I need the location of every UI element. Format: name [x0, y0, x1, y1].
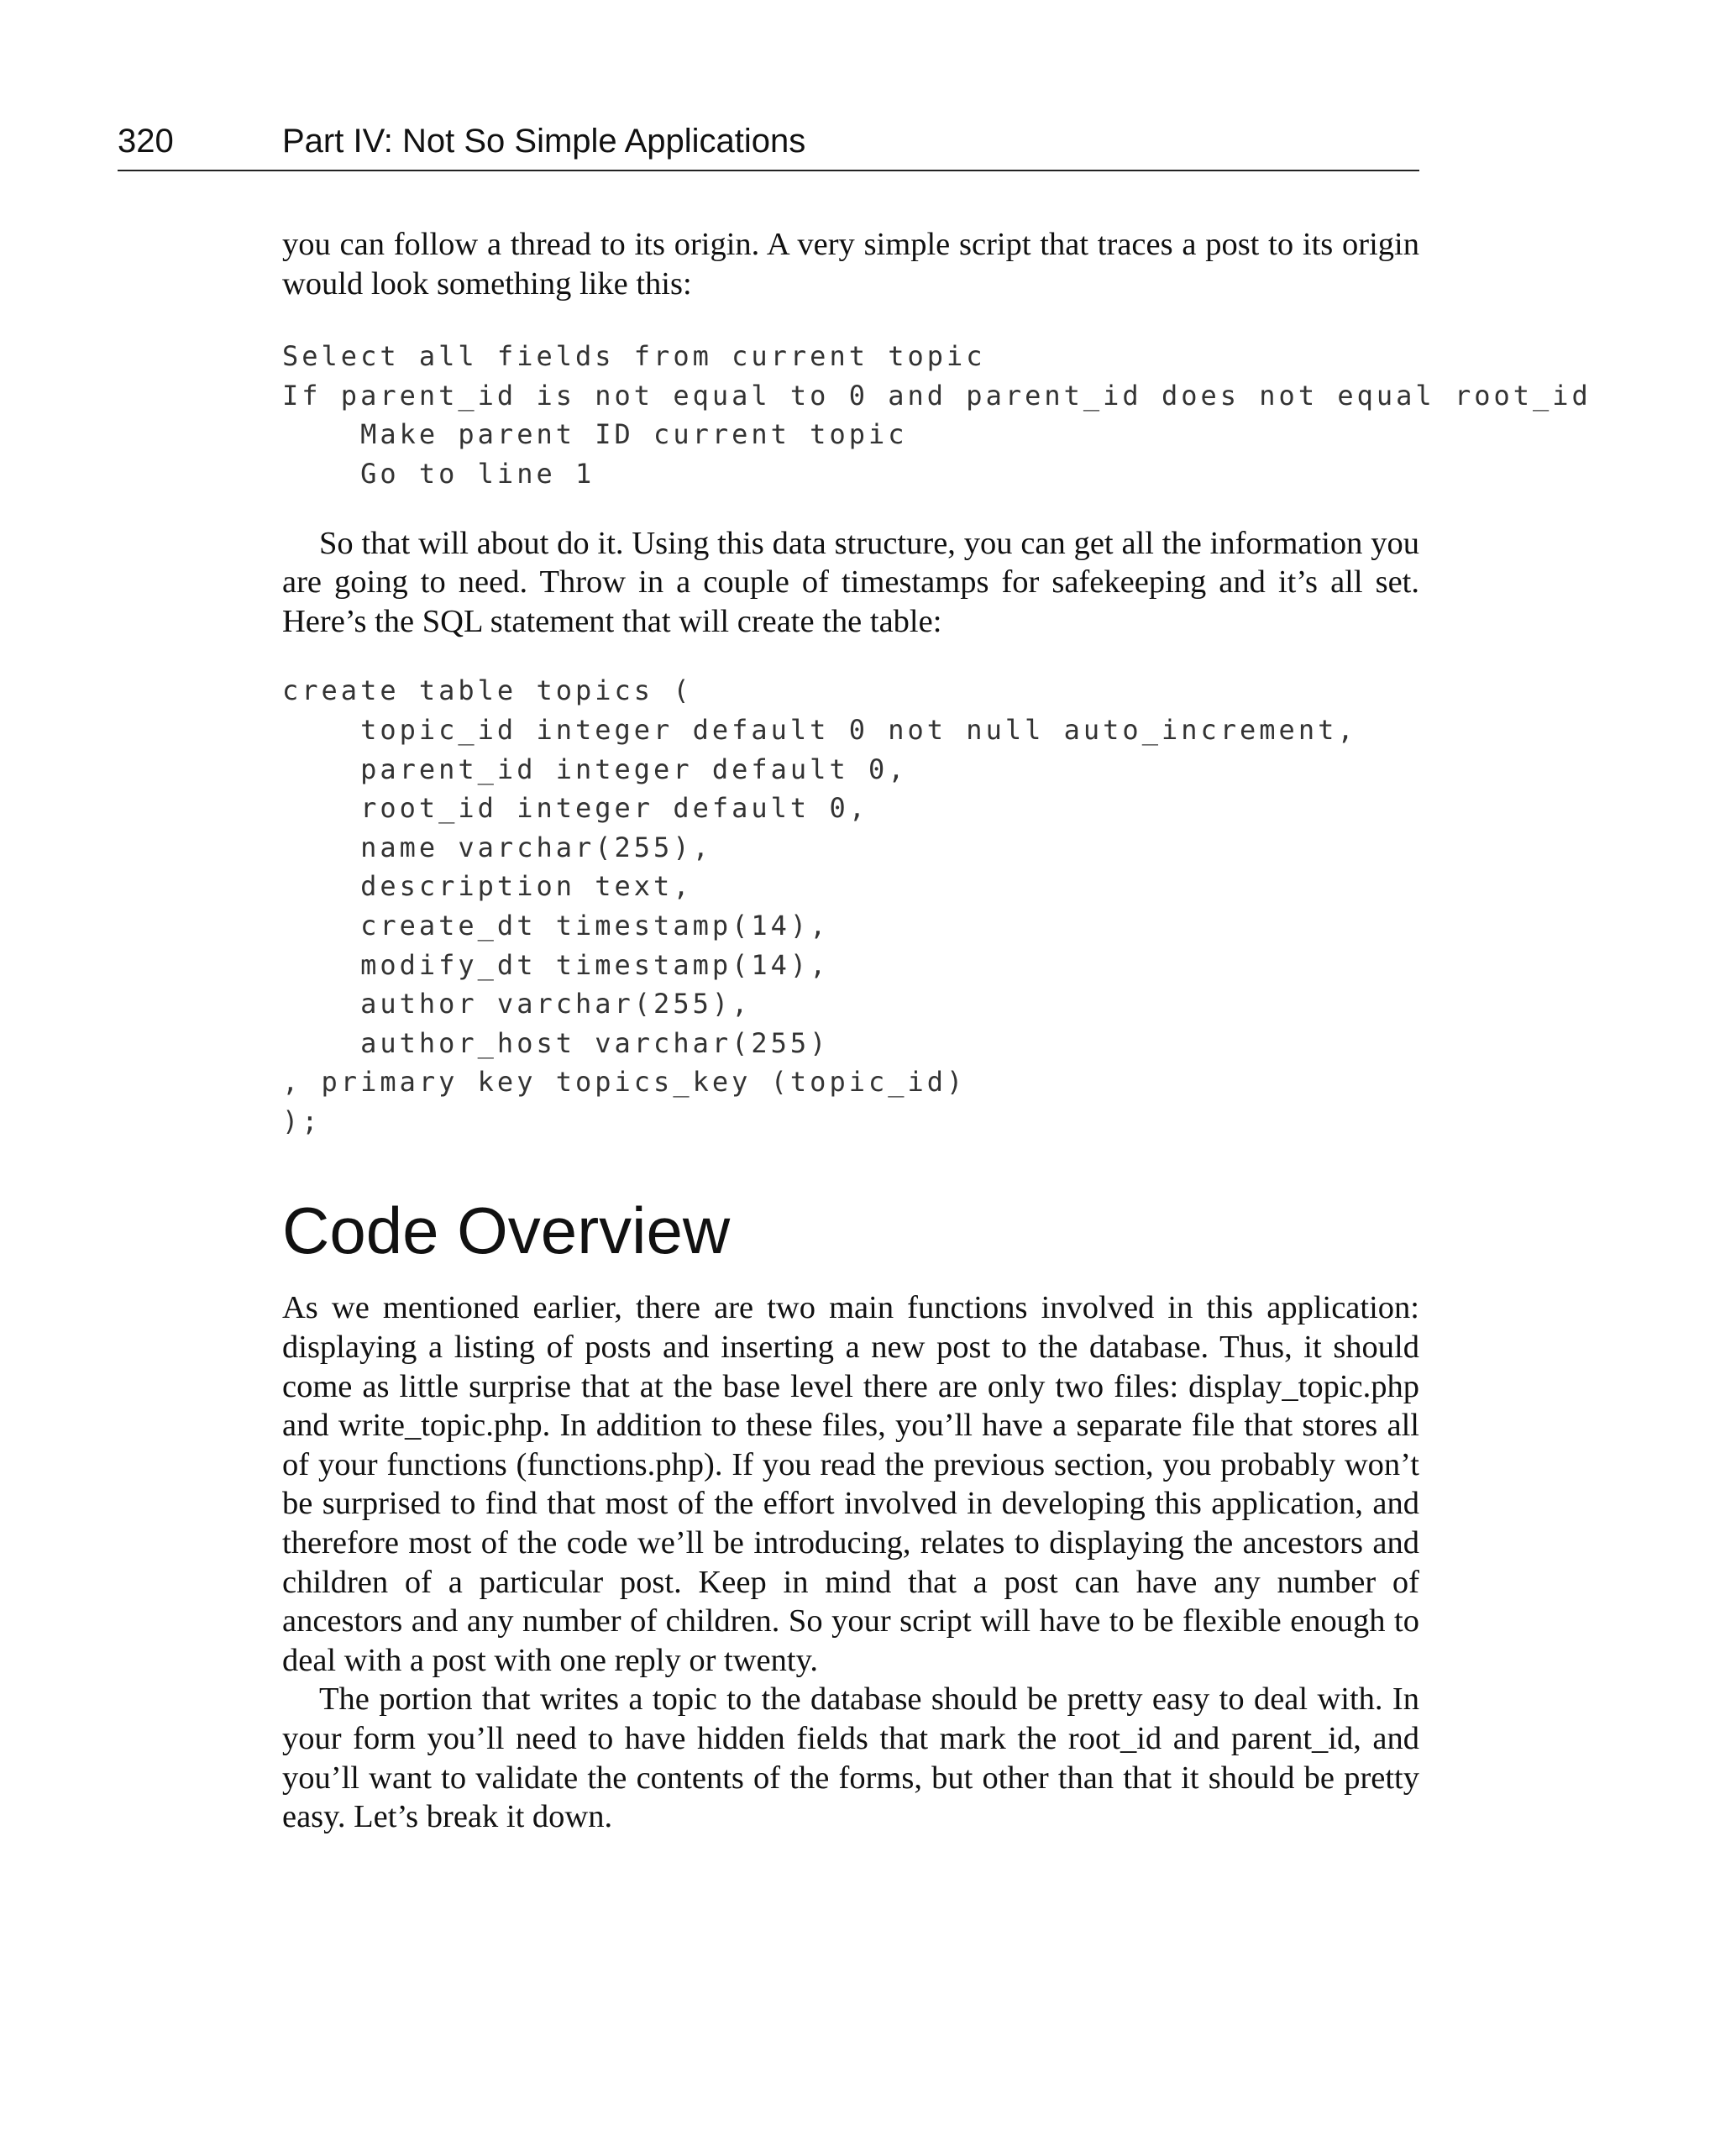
section-heading: Code Overview: [282, 1193, 731, 1268]
body-paragraph-data-structure: So that will about do it. Using this data structure, you can get all the information you are going to need. Throw in a couple of timestamps for safekeeping and it’s all set. Here’s the SQL statement that will create the table:: [282, 525, 1419, 639]
running-header: [118, 118, 1419, 171]
part-title: Part IV: Not So Simple Applications: [282, 123, 806, 160]
sql-code-block: create table topics ( topic_id integer default 0 not null auto_increment, parent_id integer default 0, root_id integer default 0, name varchar(255), description text, create_dt timestamp(14), modify_dt timestamp(14), author varchar(255), author_host varchar(255) , primary key topics_key (topic_id) );: [282, 674, 1357, 1137]
page-content: [282, 225, 1592, 1837]
page-number: 320: [118, 123, 174, 160]
intro-paragraph: you can follow a thread to its origin. A very simple script that traces a post to its origin would look something like this:: [282, 227, 1419, 302]
body-paragraph-write-topic: The portion that writes a topic to the database should be pretty easy to deal with. In your form you’ll need to have hidden fields that mark the root_id and parent_id, and you’ll want to validate the contents of the forms, but other than that it should be pretty easy. Let’s break it down.: [282, 1681, 1419, 1835]
body-paragraph-overview: As we mentioned earlier, there are two main functions involved in this application: displaying a listing of posts and inserting a new post to the database. Thus, it should come as little surprise that at the base level there are only two files: display_topic.php and write_topic.php. In addition to these files, you’ll have a separate file that stores all of your functions (functions.php). If you read the previous section, you probably won’t be surprised to find that most of the effort involved in developing this application, and therefore most of the code we’ll be introducing, relates to displaying the ancestors and children of a particular post. Keep in mind that a post can have any number of ancestors and any number of children. So your script will have to be flexible enough to deal with a post with one reply or twenty.: [282, 1290, 1419, 1678]
pseudocode-block: Select all fields from current topic If parent_id is not equal to 0 and parent_id does not equal root_id Make parent ID current topic Go to line 1: [282, 340, 1592, 490]
